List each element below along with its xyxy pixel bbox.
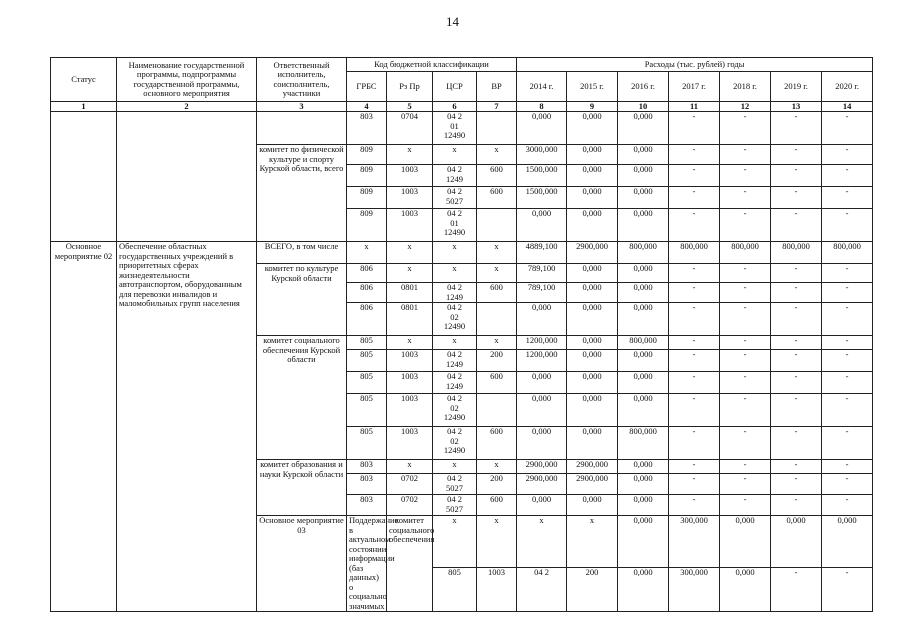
col-number: 13 [771, 102, 822, 112]
expense-value-cell: - [669, 460, 720, 474]
expense-value-cell: - [669, 283, 720, 303]
expense-value-cell: 0,000 [618, 372, 669, 394]
responsible-cell: комитет по культуре Курской области [257, 264, 347, 336]
csr-cell: 04 2 [517, 567, 567, 611]
expense-value-cell: 0,000 [618, 264, 669, 283]
expense-value-cell: 800,000 [618, 427, 669, 460]
grbs-cell: х [433, 516, 477, 568]
grbs-cell: 806 [347, 303, 387, 336]
name-cell: Поддержание в актуальном состоянии информации (баз данных) о социально значимых [347, 516, 387, 612]
header-year: 2014 г. [517, 72, 567, 102]
expense-value-cell: 3000,000 [517, 145, 567, 165]
expense-value-cell: 300,000 [669, 567, 720, 611]
expense-value-cell: - [669, 303, 720, 336]
expense-value-cell: - [822, 303, 873, 336]
csr-cell: х [433, 145, 477, 165]
rzpr-cell: 1003 [387, 350, 433, 372]
vr-cell: х [567, 516, 618, 568]
expense-value-cell: 0,000 [567, 165, 618, 187]
grbs-cell: 809 [347, 209, 387, 242]
expense-value-cell: 1500,000 [517, 187, 567, 209]
budget-table [50, 57, 873, 612]
header-status: Статус [51, 58, 117, 102]
grbs-cell: 809 [347, 145, 387, 165]
header-year: 2015 г. [567, 72, 618, 102]
expense-value-cell: 0,000 [618, 350, 669, 372]
expense-value-cell: - [822, 474, 873, 495]
responsible-cell [257, 112, 347, 145]
grbs-cell: 809 [347, 187, 387, 209]
expense-value-cell: 800,000 [822, 242, 873, 264]
expense-value-cell: - [771, 209, 822, 242]
expense-value-cell: 0,000 [517, 209, 567, 242]
expense-value-cell: 800,000 [618, 242, 669, 264]
expense-value-cell: - [669, 112, 720, 145]
csr-cell: 04 2 02 12490 [433, 427, 477, 460]
rzpr-cell: х [387, 264, 433, 283]
expense-value-cell: - [669, 187, 720, 209]
expense-value-cell: 0,000 [517, 495, 567, 516]
expense-value-cell: 0,000 [517, 427, 567, 460]
header-code-group: Код бюджетной классификации [347, 58, 517, 72]
expense-value-cell: 1200,000 [517, 350, 567, 372]
expense-value-cell: - [822, 394, 873, 427]
expense-value-cell: - [669, 372, 720, 394]
expense-value-cell: - [771, 283, 822, 303]
name-cell: Обеспечение областных государственных учреждений в приоритетных сферах жизнедеятельности автотранспортом, оборудованным для перевозки инвалидов и маломобильных групп населения [117, 242, 257, 612]
col-number: 10 [618, 102, 669, 112]
header-year: 2018 г. [720, 72, 771, 102]
vr-cell: 600 [477, 283, 517, 303]
expense-value-cell: 0,000 [567, 209, 618, 242]
expense-value-cell: 2900,000 [567, 242, 618, 264]
vr-cell: х [477, 336, 517, 350]
header-year: 2019 г. [771, 72, 822, 102]
expense-value-cell: - [669, 495, 720, 516]
expense-value-cell: 2900,000 [567, 460, 618, 474]
expense-value-cell: - [720, 336, 771, 350]
expense-value-cell: - [720, 427, 771, 460]
status-cell [51, 112, 117, 242]
rzpr-cell: х [387, 460, 433, 474]
rzpr-cell: 1003 [477, 567, 517, 611]
expense-value-cell: 0,000 [517, 303, 567, 336]
expense-value-cell: - [669, 427, 720, 460]
expense-value-cell: 0,000 [618, 516, 669, 568]
expense-value-cell: - [771, 372, 822, 394]
vr-cell: 200 [567, 567, 618, 611]
rzpr-cell: 0702 [387, 474, 433, 495]
name-cell [117, 112, 257, 242]
grbs-cell: 805 [347, 336, 387, 350]
rzpr-cell: 0801 [387, 283, 433, 303]
expense-value-cell: 2900,000 [517, 474, 567, 495]
vr-cell: 600 [477, 372, 517, 394]
rzpr-cell: х [387, 242, 433, 264]
grbs-cell: 806 [347, 264, 387, 283]
expense-value-cell: - [822, 427, 873, 460]
expense-value-cell: - [771, 460, 822, 474]
expense-value-cell: 800,000 [720, 242, 771, 264]
expense-value-cell: - [720, 394, 771, 427]
header-year: 2016 г. [618, 72, 669, 102]
expense-value-cell: - [822, 112, 873, 145]
expense-value-cell: 0,000 [567, 350, 618, 372]
expense-value-cell: 300,000 [669, 516, 720, 568]
vr-cell: 600 [477, 427, 517, 460]
csr-cell: х [433, 460, 477, 474]
expense-value-cell: 0,000 [618, 145, 669, 165]
expense-value-cell: 0,000 [618, 303, 669, 336]
csr-cell: х [433, 242, 477, 264]
col-number: 12 [720, 102, 771, 112]
vr-cell [477, 112, 517, 145]
header-vr: ВР [477, 72, 517, 102]
csr-cell: 04 2 1249 [433, 372, 477, 394]
responsible-cell: комитет социального обеспечения Курской области [257, 336, 347, 460]
header-csr: ЦСР [433, 72, 477, 102]
expense-value-cell: - [822, 372, 873, 394]
grbs-cell: 805 [347, 372, 387, 394]
expense-value-cell: - [720, 209, 771, 242]
header-responsible: Ответственный исполнитель, соисполнитель, участники [257, 58, 347, 102]
expense-value-cell: 789,100 [517, 264, 567, 283]
col-number: 1 [51, 102, 117, 112]
col-number: 7 [477, 102, 517, 112]
header-expenses-group: Расходы (тыс. рублей) годы [517, 58, 873, 72]
vr-cell: х [477, 460, 517, 474]
expense-value-cell: - [822, 264, 873, 283]
expense-value-cell: 0,000 [517, 394, 567, 427]
expense-value-cell: - [771, 112, 822, 145]
expense-value-cell: - [669, 209, 720, 242]
expense-value-cell: 0,000 [567, 112, 618, 145]
expense-value-cell: - [720, 112, 771, 145]
vr-cell [477, 394, 517, 427]
expense-value-cell: - [669, 165, 720, 187]
expense-value-cell: - [771, 474, 822, 495]
expense-value-cell: 789,100 [517, 283, 567, 303]
responsible-cell: комитет по физической культуре и спорту Курской области, всего [257, 145, 347, 242]
col-number: 14 [822, 102, 873, 112]
csr-cell: х [433, 336, 477, 350]
rzpr-cell: 1003 [387, 187, 433, 209]
rzpr-cell: 1003 [387, 372, 433, 394]
grbs-cell: 805 [347, 427, 387, 460]
expense-value-cell: 0,000 [567, 427, 618, 460]
expense-value-cell: - [720, 283, 771, 303]
csr-cell: 04 2 01 12490 [433, 209, 477, 242]
expense-value-cell: 0,000 [618, 394, 669, 427]
grbs-cell: х [347, 242, 387, 264]
rzpr-cell: 1003 [387, 209, 433, 242]
vr-cell [477, 209, 517, 242]
vr-cell: 200 [477, 350, 517, 372]
grbs-cell: 803 [347, 474, 387, 495]
expense-value-cell: 0,000 [517, 112, 567, 145]
expense-value-cell: - [771, 427, 822, 460]
expense-value-cell: - [720, 187, 771, 209]
expense-value-cell: - [822, 350, 873, 372]
expense-value-cell: 0,000 [517, 372, 567, 394]
vr-cell: 200 [477, 474, 517, 495]
expense-value-cell: 0,000 [567, 495, 618, 516]
header-year: 2020 г. [822, 72, 873, 102]
expense-value-cell: 4889,100 [517, 242, 567, 264]
col-number: 2 [117, 102, 257, 112]
vr-cell: х [477, 264, 517, 283]
expense-value-cell: 2900,000 [567, 474, 618, 495]
expense-value-cell: - [669, 474, 720, 495]
expense-value-cell: - [822, 209, 873, 242]
responsible-cell: комитет социального обеспечения [387, 516, 433, 612]
grbs-cell: 803 [347, 460, 387, 474]
expense-value-cell: - [720, 145, 771, 165]
expense-value-cell: - [771, 165, 822, 187]
expense-value-cell: - [822, 460, 873, 474]
expense-value-cell: - [720, 474, 771, 495]
vr-cell: х [477, 242, 517, 264]
csr-cell: 04 2 01 12490 [433, 112, 477, 145]
rzpr-cell: 1003 [387, 394, 433, 427]
expense-value-cell: 0,000 [567, 336, 618, 350]
expense-value-cell: 0,000 [618, 283, 669, 303]
grbs-cell: 809 [347, 165, 387, 187]
expense-value-cell: - [720, 264, 771, 283]
expense-value-cell: - [771, 567, 822, 611]
expense-value-cell: - [771, 145, 822, 165]
expense-value-cell: 2900,000 [517, 460, 567, 474]
expense-value-cell: 0,000 [618, 112, 669, 145]
expense-value-cell: 0,000 [618, 474, 669, 495]
expense-value-cell: - [720, 372, 771, 394]
expense-value-cell: 0,000 [771, 516, 822, 568]
header-grbs: ГРБС [347, 72, 387, 102]
expense-value-cell: 800,000 [669, 242, 720, 264]
expense-value-cell: - [822, 495, 873, 516]
grbs-cell: 803 [347, 495, 387, 516]
grbs-cell: 805 [433, 567, 477, 611]
expense-value-cell: 0,000 [567, 394, 618, 427]
status-cell: Основное мероприятие 03 [257, 516, 347, 612]
column-number-row [51, 102, 873, 112]
expense-value-cell: 1500,000 [517, 165, 567, 187]
rzpr-cell: 0801 [387, 303, 433, 336]
vr-cell: 600 [477, 495, 517, 516]
expense-value-cell: - [822, 145, 873, 165]
header-name: Наименование государственной программы, подпрограммы государственной программы, основного мероприятия [117, 58, 257, 102]
expense-value-cell: - [720, 350, 771, 372]
expense-value-cell: 0,000 [618, 187, 669, 209]
expense-value-cell: 0,000 [567, 303, 618, 336]
expense-value-cell: 0,000 [567, 187, 618, 209]
rzpr-cell: 1003 [387, 427, 433, 460]
csr-cell: 04 2 1249 [433, 283, 477, 303]
grbs-cell: 805 [347, 350, 387, 372]
expense-value-cell: 0,000 [567, 145, 618, 165]
expense-value-cell: 0,000 [822, 516, 873, 568]
expense-value-cell: - [771, 303, 822, 336]
expense-value-cell: 1200,000 [517, 336, 567, 350]
rzpr-cell: х [387, 336, 433, 350]
expense-value-cell: - [822, 567, 873, 611]
expense-value-cell: - [822, 283, 873, 303]
expense-value-cell: - [771, 394, 822, 427]
expense-value-cell: - [771, 495, 822, 516]
expense-value-cell: 0,000 [720, 516, 771, 568]
expense-value-cell: 0,000 [567, 264, 618, 283]
csr-cell: 04 2 5027 [433, 474, 477, 495]
expense-value-cell: - [771, 264, 822, 283]
col-number: 8 [517, 102, 567, 112]
status-cell: Основное мероприятие 02 [51, 242, 117, 612]
col-number: 11 [669, 102, 720, 112]
expense-value-cell: - [822, 187, 873, 209]
rzpr-cell: 0702 [387, 495, 433, 516]
col-number: 9 [567, 102, 618, 112]
expense-value-cell: 0,000 [618, 567, 669, 611]
col-number: 4 [347, 102, 387, 112]
expense-value-cell: - [720, 495, 771, 516]
csr-cell: 04 2 1249 [433, 350, 477, 372]
expense-value-cell: - [771, 336, 822, 350]
csr-cell: 04 2 1249 [433, 165, 477, 187]
expense-value-cell: 800,000 [771, 242, 822, 264]
csr-cell: х [517, 516, 567, 568]
vr-cell: 600 [477, 165, 517, 187]
expense-value-cell: - [822, 165, 873, 187]
col-number: 3 [257, 102, 347, 112]
vr-cell [477, 303, 517, 336]
expense-value-cell: - [720, 460, 771, 474]
col-number: 6 [433, 102, 477, 112]
csr-cell: 04 2 5027 [433, 187, 477, 209]
expense-value-cell: 800,000 [618, 336, 669, 350]
csr-cell: 04 2 02 12490 [433, 303, 477, 336]
expense-value-cell: 0,000 [618, 165, 669, 187]
grbs-cell: 805 [347, 394, 387, 427]
rzpr-cell: х [387, 145, 433, 165]
csr-cell: х [433, 264, 477, 283]
expense-value-cell: 0,000 [618, 209, 669, 242]
expense-value-cell: - [669, 394, 720, 427]
expense-value-cell: 0,000 [567, 372, 618, 394]
responsible-cell: комитет образования и науки Курской области [257, 460, 347, 516]
expense-value-cell: - [669, 350, 720, 372]
expense-value-cell: 0,000 [618, 495, 669, 516]
table-row [51, 112, 873, 145]
csr-cell: 04 2 5027 [433, 495, 477, 516]
header-rzpr: Рз Пр [387, 72, 433, 102]
csr-cell: 04 2 02 12490 [433, 394, 477, 427]
expense-value-cell: - [771, 187, 822, 209]
table-row [51, 242, 873, 264]
col-number: 5 [387, 102, 433, 112]
rzpr-cell: х [477, 516, 517, 568]
expense-value-cell: - [669, 145, 720, 165]
expense-value-cell: - [669, 264, 720, 283]
expense-value-cell: 0,000 [720, 567, 771, 611]
expense-value-cell: - [822, 336, 873, 350]
expense-value-cell: 0,000 [618, 460, 669, 474]
vr-cell: 600 [477, 187, 517, 209]
expense-value-cell: - [720, 165, 771, 187]
expense-value-cell: - [720, 303, 771, 336]
expense-value-cell: - [669, 336, 720, 350]
rzpr-cell: 0704 [387, 112, 433, 145]
expense-value-cell: - [771, 350, 822, 372]
header-year: 2017 г. [669, 72, 720, 102]
vr-cell: х [477, 145, 517, 165]
grbs-cell: 803 [347, 112, 387, 145]
expense-value-cell: 0,000 [567, 283, 618, 303]
responsible-cell: ВСЕГО, в том числе [257, 242, 347, 264]
grbs-cell: 806 [347, 283, 387, 303]
page-number: 14 [446, 14, 459, 29]
rzpr-cell: 1003 [387, 165, 433, 187]
